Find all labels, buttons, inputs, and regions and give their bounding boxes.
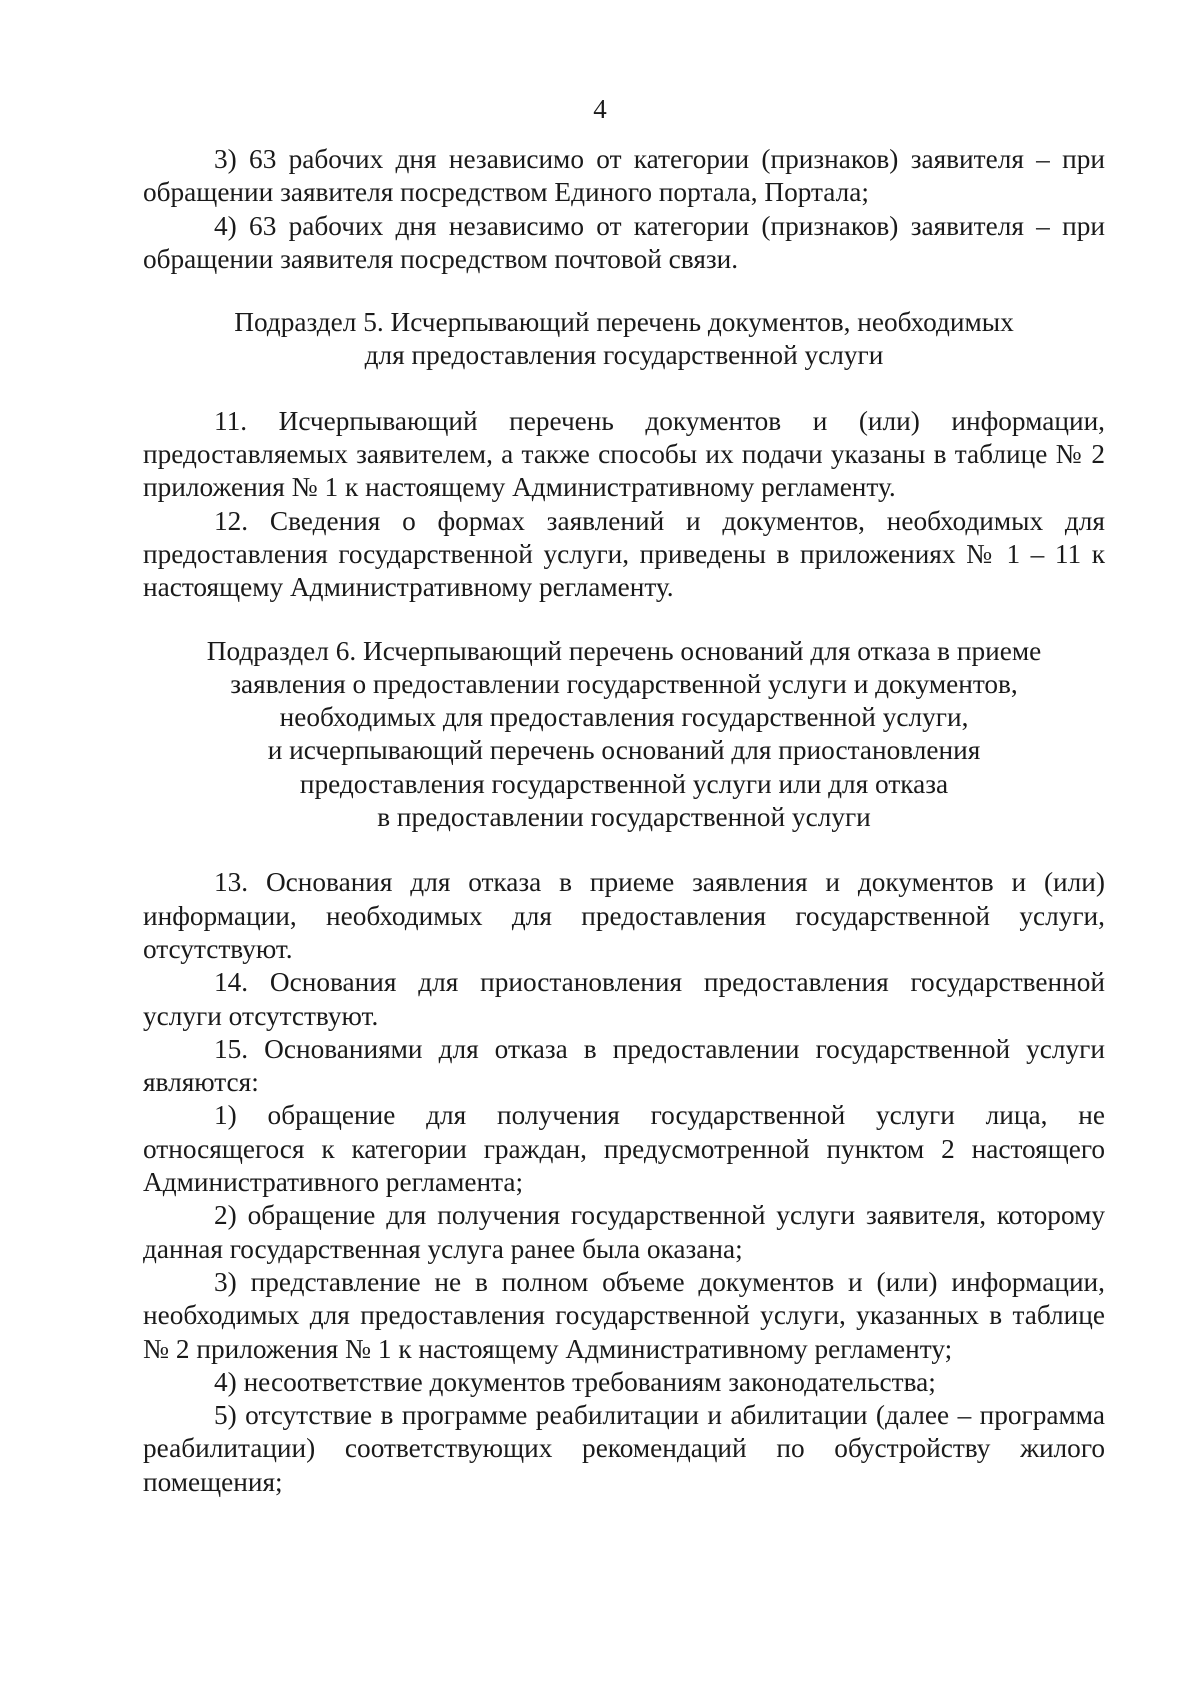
- section-heading-5: [143, 306, 1105, 373]
- heading-line: для предоставления государственной услуги: [364, 340, 884, 371]
- heading-line: предоставления государственной услуги или для отказа: [299, 768, 949, 799]
- paragraph: 11. Исчерпывающий перечень документов и (или) информации, предоставляемых заявителем, а также способы их подачи указаны в таблице № 2 приложения № 1 к настоящему Административному регламенту.: [143, 405, 1105, 503]
- heading-line: в предоставлении государственной услуги: [377, 802, 871, 833]
- document-body: [143, 143, 1105, 1499]
- heading-line: необходимых для предоставления государственной услуги,: [279, 702, 969, 733]
- list-item: 3) 63 рабочих дня независимо от категории (признаков) заявителя – при обращении заявителя посредством Единого портала, Портала;: [143, 144, 1105, 208]
- page-number: 4: [593, 94, 607, 124]
- list-item: 4) несоответствие документов требованиям законодательства;: [214, 1366, 936, 1397]
- paragraph: 14. Основания для приостановления предоставления государственной услуги отсутствуют.: [143, 967, 1105, 1031]
- list-item: 3) представление не в полном объеме документов и (или) информации, необходимых для предоставления государственной услуги, указанных в таблице № 2 приложения № 1 к настоящему Административному регламенту;: [143, 1266, 1105, 1364]
- section-heading-6: [143, 635, 1105, 835]
- list-item: 2) обращение для получения государственной услуги заявителя, которому данная государственная услуга ранее была оказана;: [143, 1200, 1105, 1264]
- paragraph: 13. Основания для отказа в приеме заявления и документов и (или) информации, необходимых для предоставления государственной услуги, отсутствуют.: [143, 867, 1105, 964]
- paragraph: 12. Сведения о формах заявлений и документов, необходимых для предоставления государственной услуги, приведены в приложениях № 1 – 11 к настоящему Административному регламенту.: [143, 505, 1105, 603]
- heading-line: и исчерпывающий перечень оснований для приостановления: [267, 735, 981, 766]
- heading-line: Подраздел 5. Исчерпывающий перечень документов, необходимых: [234, 307, 1014, 338]
- list-item: 5) отсутствие в программе реабилитации и абилитации (далее – программа реабилитации) соответствующих рекомендаций по обустройству жилого помещения;: [143, 1400, 1105, 1497]
- paragraph: 15. Основаниями для отказа в предоставлении государственной услуги являются:: [143, 1033, 1105, 1098]
- heading-line: заявления о предоставлении государственной услуги и документов,: [230, 668, 1018, 699]
- list-item: 1) обращение для получения государственной услуги лица, не относящегося к категории граждан, предусмотренной пунктом 2 настоящего Административного регламента;: [143, 1100, 1105, 1198]
- list-item: 4) 63 рабочих дня независимо от категории (признаков) заявителя – при обращении заявителя посредством почтовой связи.: [143, 210, 1105, 274]
- heading-line: Подраздел 6. Исчерпывающий перечень оснований для отказа в приеме: [206, 635, 1042, 666]
